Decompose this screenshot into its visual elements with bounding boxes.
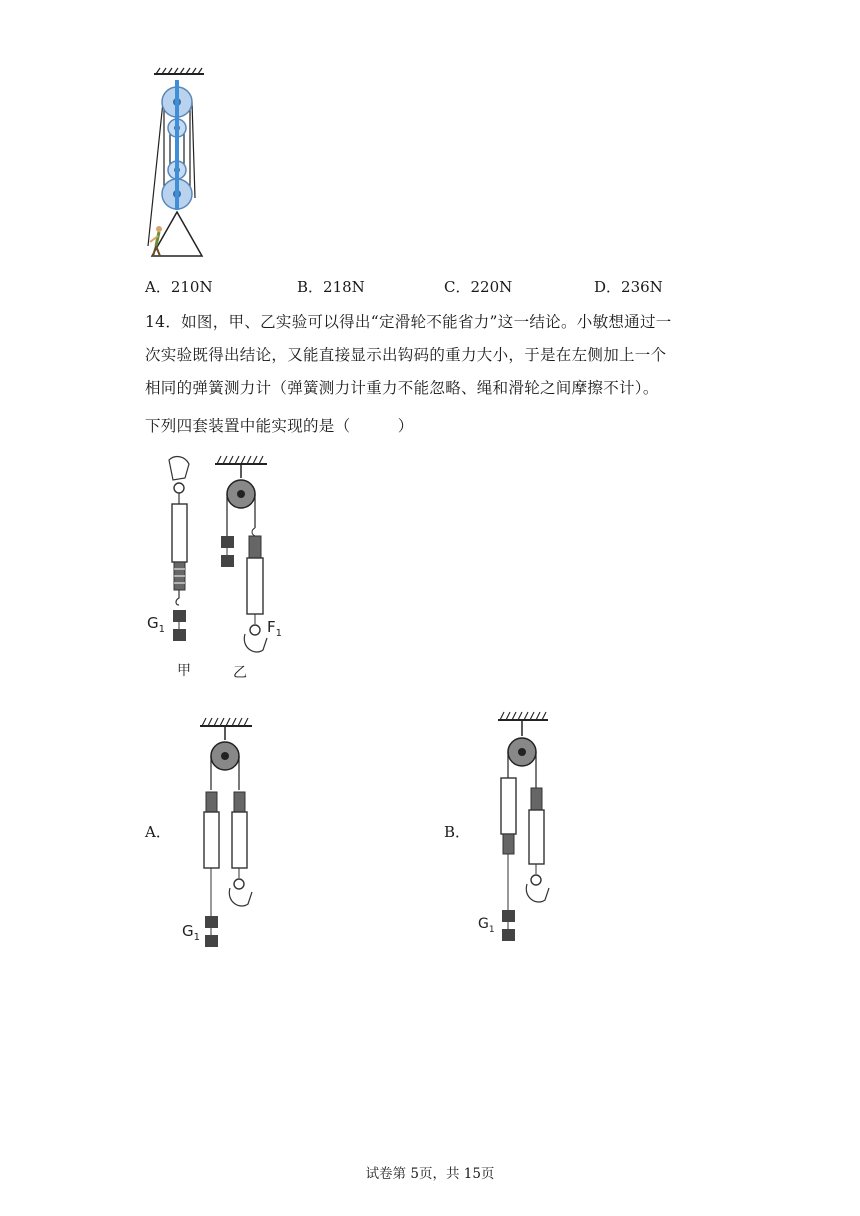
option-a-figure [178,714,268,954]
option-b[interactable]: B．218N [297,278,365,296]
option-a[interactable]: A．210N [145,278,213,296]
g1-label-jia: $G_1$ [147,614,165,635]
q14-line-3: 相同的弹簧测力计（弹簧测力计重力不能忽略、绳和滑轮之间摩擦不计）。 [145,379,659,397]
experiment-yi [215,456,267,652]
jia-label: 甲 [177,663,191,679]
option-b-g1-label: $G_1$ [478,916,495,935]
q14-line-2: 次实验既得出结论，又能直接显示出钩码的重力大小，于是在左侧加上一个 [145,346,667,364]
experiment-jia-yi-figure [145,452,295,684]
pulley-block-figure [140,66,220,266]
option-d[interactable]: D．236N [594,278,663,296]
experiment-jia [169,457,189,641]
option-b-label[interactable]: B． [444,823,471,841]
option-c[interactable]: C．220N [444,278,513,296]
q14-line-1: 14．如图，甲、乙实验可以得出“定滑轮不能省力”这一结论。小敏想通过一 [145,313,672,331]
q14-line-4: 下列四套装置中能实现的是（ ） [145,417,414,435]
yi-label: 乙 [233,665,247,681]
option-a-g1-label: $G_1$ [182,922,200,943]
option-b-figure [476,710,566,950]
option-a-label[interactable]: A． [145,823,171,841]
page-footer: 试卷第 5页，共 15页 [365,1166,495,1182]
f1-label-yi: $F_1$ [267,618,283,639]
